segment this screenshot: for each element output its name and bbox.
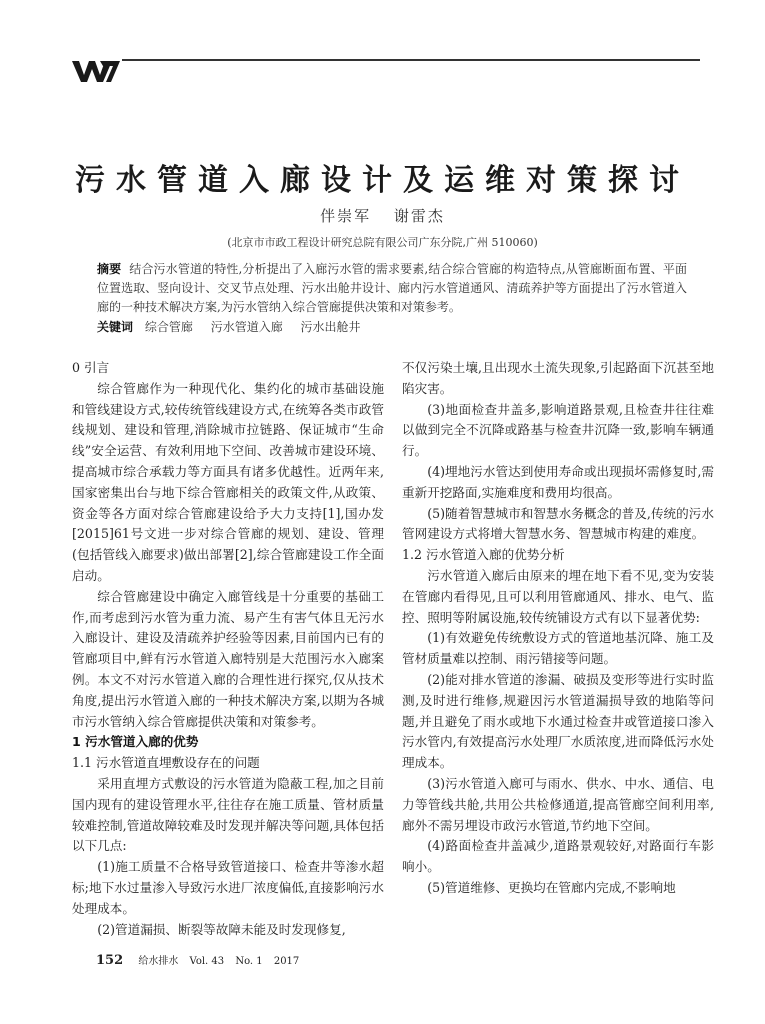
journal-year: 2017 [273, 956, 300, 967]
abstract-text: 结合污水管道的特性,分析提出了入廊污水管的需求要素,结合综合管廊的构造特点,从管廊断面布置、平面位置选取、竖向设计、交叉节点处理、污水出舱井设计、廊内污水管道通风、清疏养护等方面提出了污水管道入廊的一种技术解决方案,为污水管纳入综合管廊提供决策和对策参考。 [97, 262, 687, 314]
paragraph: 采用直埋方式敷设的污水管道为隐蔽工程,加之目前国内现有的建设管理水平,往往存在施工质量、管材质量较难控制,管道故障较难及时发现并解决等问题,具体包括以下几点: [72, 775, 384, 854]
keyword: 污水管道入廊 [210, 320, 283, 334]
paragraph: 综合管廊建设中确定入廊管线是十分重要的基础工作,而考虑到污水管为重力流、易产生有害气体且无污水入廊设计、建设及清疏养护经验等因素,目前国内已有的管廊项目中,鲜有污水管道入廊特别是大范围污水入廊案例。本文不对污水管道入廊的合理性进行探究,仅从技术角度,提出污水管道入廊的一种技术解决方案,以期为各城市污水管纳入综合管廊提供决策和对策参考。 [72, 588, 384, 729]
page-footer [96, 952, 307, 968]
abstract-label: 摘要 [97, 262, 122, 276]
paragraph: 综合管廊作为一种现代化、集约化的城市基础设施和管线建设方式,较传统管线建设方式,在统筹各类市政管线规划、建设和管理,消除城市拉链路、保证城市“生命线”安全运营、有效利用地下空间、改善城市建设环境、提高城市综合承载力等方面具有诸多优越性。近两年来,国家密集出台与地下综合管廊相关的政策文件,从政策、资金等各方面对综合管廊建设给予大力支持[1],国办发[2015]61号文进一步对综合管廊的规划、建设、管理(包括管线入廊要求)做出部署[2],综合管廊建设工作全面启动。 [72, 380, 384, 583]
section-heading-intro: 0 引言 [72, 360, 110, 375]
abstract [97, 260, 687, 317]
paragraph: 不仅污染土壤,且出现水土流失现象,引起路面下沉甚至地陷灾害。 [402, 360, 714, 396]
page-number: 152 [96, 953, 124, 968]
paragraph: (5)随着智慧城市和智慧水务概念的普及,传统的污水管网建设方式将增大智慧水务、智慧城市构建的难度。 [402, 505, 714, 542]
paragraph: (3)污水管道入廊可与雨水、供水、中水、通信、电力等管线共舱,共用公共检修通道,提高管廊空间利用率,廊外不需另埋设市政污水管道,节约地下空间。 [402, 775, 714, 833]
journal-volume: Vol. 43 [189, 956, 225, 967]
keywords-label: 关键词 [97, 320, 134, 334]
journal-issue: No. 1 [235, 956, 263, 967]
paragraph: (2)管道漏损、断裂等故障未能及时发现修复, [97, 921, 346, 937]
keywords [97, 318, 687, 337]
right-column [402, 358, 714, 899]
paragraph: (4)埋地污水管达到使用寿命或出现损坏需修复时,需重新开挖路面,实施难度和费用均很高。 [402, 463, 714, 500]
paper-title: 污水管道入廊设计及运维对策探讨 [75, 163, 690, 198]
keyword: 污水出舱井 [300, 320, 361, 334]
paragraph: (5)管道维修、更换均在管廊内完成,不影响地 [427, 879, 676, 895]
section-heading-1: 1 污水管道入廊的优势 [72, 734, 199, 750]
subsection-heading-1-2: 1.2 污水管道入廊的优势分析 [402, 547, 565, 563]
paragraph: (3)地面检查井盖多,影响道路景观,且检查井往往难以做到完全不沉降或路基与检查井沉降一致,影响车辆通行。 [402, 401, 714, 459]
journal-name: 给水排水 [138, 956, 179, 967]
paragraph: (2)能对排水管道的渗漏、破损及变形等进行实时监测,及时进行维修,规避因污水管道漏损导致的地陷等问题,并且避免了雨水或地下水通过检查井或管道接口渗入污水管内,有效提高污水处理厂水质浓度,进而降低污水处理成本。 [402, 671, 714, 771]
author-list [0, 205, 765, 226]
paragraph: (4)路面检查井盖减少,道路景观较好,对路面行车影响小。 [402, 838, 714, 875]
left-column [72, 358, 384, 940]
paragraph: 污水管道入廊后由原来的埋在地下看不见,变为安装在管廊内看得见,且可以利用管廊通风、排水、电气、监控、照明等附属设施,较传统铺设方式有以下显著优势: [402, 567, 714, 625]
author-name: 谢雷杰 [393, 207, 445, 225]
journal-logo-icon [70, 55, 122, 83]
paragraph: (1)施工质量不合格导致管道接口、检查井等渗水超标;地下水过量渗入导致污水进厂浓度偏低,直接影响污水处理成本。 [72, 859, 384, 916]
keyword: 综合管廊 [144, 320, 193, 334]
author-name: 伴崇军 [320, 207, 372, 225]
affiliation: (北京市市政工程设计研究总院有限公司广东分院,广州 510060) [227, 236, 538, 249]
header-rule [70, 59, 700, 61]
paragraph: (1)有效避免传统敷设方式的管道地基沉降、施工及管材质量难以控制、雨污错接等问题。 [402, 630, 714, 667]
subsection-heading-1-1: 1.1 污水管道直埋敷设存在的问题 [72, 755, 260, 771]
